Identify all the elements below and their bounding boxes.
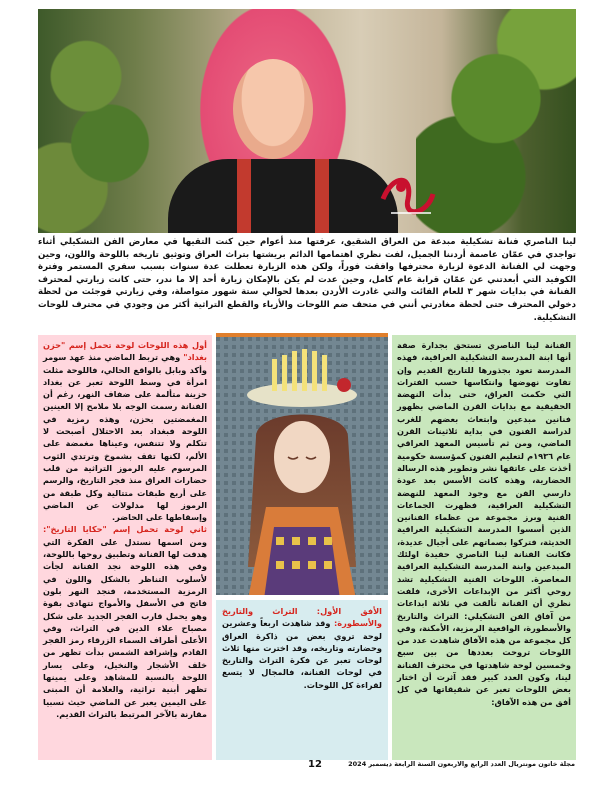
middle-column-heading: الأفق الأول: التراث والتاريخ والأسطورة: — [222, 606, 382, 629]
page-number: 12 — [308, 759, 322, 770]
left-column-body-2: ومن اسمها نستدل على الفكرة التي هدفت لها الفنانة وتطبيق روحها باللوحة، وفي هذه اللوحة نجد الفنانة لجأت لأسلوب التناظر بالشكل واللون في الرمزية المستخدمة، فنجد النهر بلون فاتح في الأسفل والأمواج تتهادى بقوة وهو يحمل قارب الفجر الجديد على شكل مصباح علاء الدين في التراث، وفي الأعلى أطراف السماء الزرقاء رمز الفجر القادم وإشراقة الشمس بدأت تظهر من خلف الأشجار والنخيل، وعلى يسار اللوحة بالنسبة للمشاهد وعلى يمينها تظهر أبنية تراثية، والعلامة أن المبنى على اليمين يعبر عن الماضي حيث نسبيا مقارنة بالآخر المرتبط بالتراث القديم. — [43, 536, 207, 719]
artist-clothing — [168, 159, 398, 233]
plant-left-decoration — [38, 9, 158, 233]
right-column-text: الفنانة لينا الناصري تستحق بجدارة صفة أنها ابنة المدرسة التشكيلية العراقية، فهذه المدرسة تعود بجذورها للتاريخ القديم وإن تفاوت نهوضها وانتكاسها حسب الفترات التي حكمت العراق، حتى بدأت النهضة الحقيقية مع بدايات القرن الماضي بظهور فنانين مبدعين وابتعاث بعضهم للغرب لدراسة الفنون في بداية ثلاثينات القرن الماضي، ومن ثم تأسيس المعهد العراقي عام ١٩٣٦م لتعليم الفنون كمؤسسة حكومية أخذت على عاتقها نشر وتطوير هذه الرسالة الحضارية، وهذه كانت الأسس بعد عودة دارسي الفن مع وجود المعهد للنهضة التشكيلية العراقية، فظهرت الجماعات الفنية وبرز مجموعة من عظماء الفنانين الذين أسسوا المدرسة التشكيلية العراقية الحديثة، فتركوا بصماتهم على أجيال عديدة، فكانت الفنانة لينا الناصري حفيدة اولئك المبدعين وابنة المدرسة التشكيلية العراقية المعاصرة. اللوحات الفنية التشكيلية تشد روحي أكثر من الإبداعات الأخرى، فلفت نظري أن الفنانة تألقت في ثلاثة ابداعات من آفاق الفن التشكيلي: التراث والتاريخ والأسطورة، الواقعية الرمزية، الأمكنة، وفي كل مجموعة من هذه الآفاق شاهدت عدد من اللوحات تروحت بعددها من بين سبع وخمسين لوحة شاهدتها في محترف الفنانة لينا، وكون العدد كبير فقد آثرت أن اختار بعض اللوحات تعبر عن شقيقاتها في كل أفق من هذه الآفاق: — [392, 335, 576, 760]
artist-photo — [38, 9, 576, 233]
left-column-text — [38, 335, 212, 760]
left-column-body-1: وهي تربط الماضي منذ عهد سومر وأكد وبابل بالواقع الحالي، فاللوحة مثلت امرأة في وسط اللوحة تعبر عن بغداد حزينة متألمة على ضفاف النهر، رغم أن الفنانة رسمت الوجه بلا ملامح إلا العينين المغمضتين بحزن، وهذه رمزية في اللوحة فبغداد بعد الاحتلال أصبحت لا تتكلم ولا تتنفس، وعيناها مغمضة على الألم، لكنها تقف بشموخ وترتدي الثوب المرسوم عليه الرموز التراثية من قلب حضارات العراق منذ فجر التاريخ، والرسم على أربع طبقات متتالية وكل طبقة من الرموز لها مدلولات عن الماضي وإسقاطها على الحاضر. — [43, 352, 207, 523]
painting-illustration-icon — [216, 337, 388, 595]
painting-baghdad-sadness — [216, 333, 388, 595]
left-column-heading-2: ثاني لوحة تحمل إسم "حكايا التاريخ": — [43, 524, 207, 535]
journal-footer: مجلة خاتون مونتريال العدد الرابع والاربعون السنة الرابعة ديسمبر 2024 — [348, 760, 575, 768]
middle-column-text — [216, 600, 388, 760]
left-column-heading-1: أول هذه اللوحات لوحة تحمل إسم "حزن بغداد" — [43, 340, 207, 363]
artist-face — [233, 59, 313, 159]
middle-column-body: وقد شاهدت اربعاً وعشرين لوحة تروي بعض من ذاكرة العراق وحضارته وتاريخه، وقد اخترت منها ثلاث لوحات تعبر عن فكرة التراث والتاريخ في لوحات الفنانة، فالمجال لا يتسع لقراءة كل اللوحات. — [222, 618, 382, 690]
intro-paragraph: لينا الناصري فنانة تشكيلية مبدعة من العراق الشقيق، عرفتها منذ أعوام حين كنت التقيها في معارض الفن التشكيلي أثناء تواجدي في عمّان عاصمة أردننا الجميل، لفت نظري اهتمامها الدائم بريشتها بتراث العراق وتوثيق تاريخه باللوحة واللون، وحين وجهت لي الفنانة الدعوة لزيارة محترفها وافقت فوراً، ولكن هذه الزيارة تعطلت عدة سنوات بسبب سفري المستمر وفترة الكوفيد التي أبعدتني عن عمّان قرابة عام كامل، وحين عدت لم يكن بالإمكان زيارة أحد إلا ما ندر، حتى كانت زيارتي لمحترف الفنانة في بدايات شهر ٣ للعام الفائت والتي غادرت الأردن بعدها لحوالي ستة شهور متواصلة، وفي زيارتي فوجئت من لحظة دخولي المحترف حتى لحظة مغادرتي أنني في متحف ضم اللوحات والأزياء والقطع التراثية أكثر من وجودي في محترف للوحات التشكيلية. — [38, 237, 576, 323]
khatun-logo-icon — [373, 169, 443, 225]
